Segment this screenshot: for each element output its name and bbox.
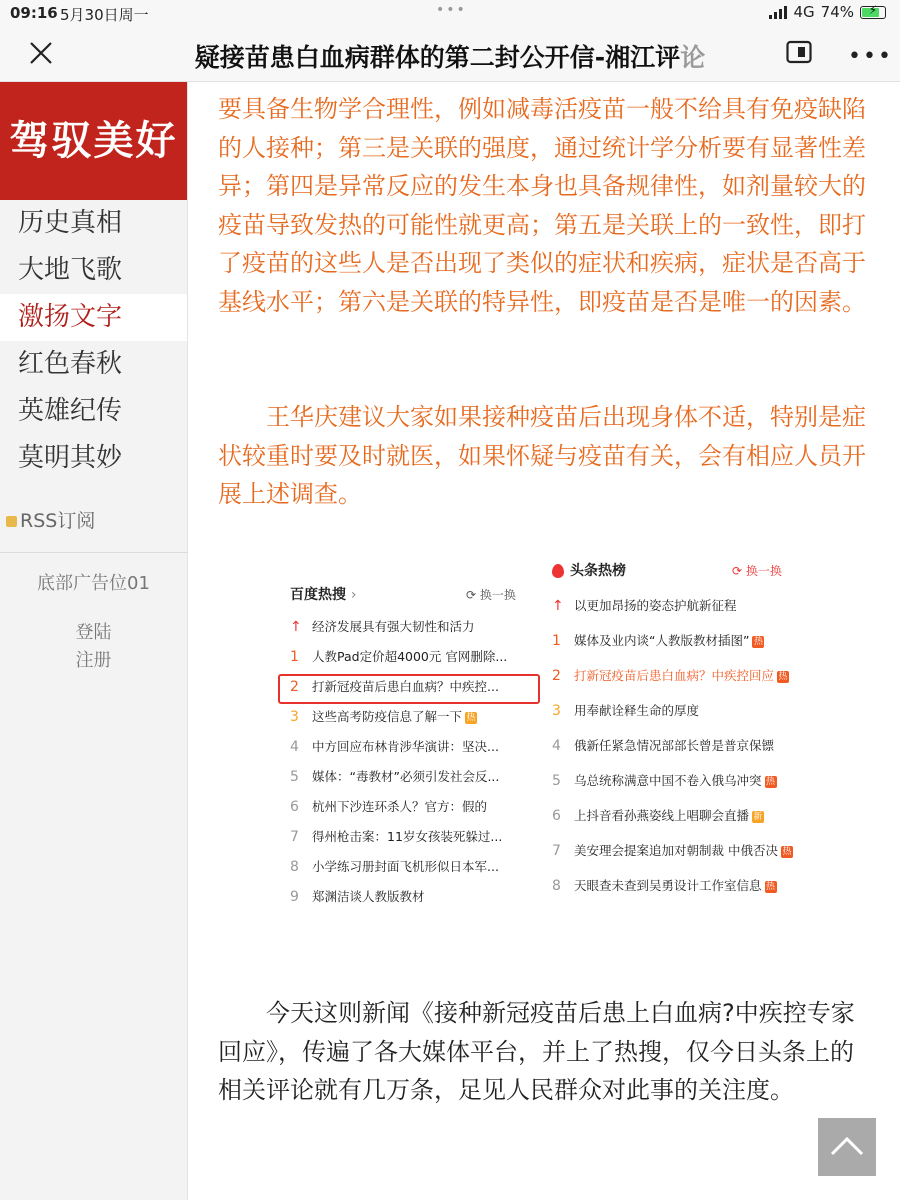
login-link[interactable]: 登陆 — [75, 622, 112, 643]
toutiao-rank: 5 — [552, 773, 561, 789]
baidu-row-text: 人教Pad定价超4000元 官网删除... — [312, 649, 508, 664]
baidu-row[interactable] — [290, 882, 540, 912]
baidu-row[interactable] — [290, 612, 540, 642]
baidu-hot-list — [290, 584, 540, 912]
rss-label: RSS订阅 — [20, 510, 96, 532]
toutiao-row[interactable] — [552, 798, 802, 833]
sidebar-item-red-history[interactable]: 红色春秋 — [18, 349, 123, 379]
toutiao-row[interactable] — [552, 588, 802, 623]
baidu-row-text: 小学练习册封面飞机形似日本军... — [312, 859, 499, 874]
article-paragraph-3: 今天这则新闻《接种新冠疫苗后患上白血病?中疾控专家回应》，传遍了各大媒体平台，并上了热搜，仅今日头条上的相关评论就有几万条，足见人民群众对此事的关注度。 — [218, 999, 855, 1104]
battery-icon: ⚡ — [860, 6, 886, 19]
ad-slot: 底部广告位01 — [37, 573, 150, 594]
toutiao-row[interactable] — [552, 658, 802, 693]
signal-icon — [769, 6, 787, 19]
close-icon[interactable] — [24, 36, 58, 70]
page-title — [150, 38, 750, 74]
baidu-rank: 4 — [290, 739, 299, 755]
multitask-dots-icon[interactable]: ••• — [436, 2, 467, 18]
baidu-row-text: 杭州下沙连环杀人？官方：假的 — [312, 799, 488, 814]
new-tag: 新 — [753, 811, 763, 822]
status-time: 09:16 — [10, 4, 58, 22]
baidu-rank: 3 — [290, 709, 299, 725]
toutiao-hot-header — [552, 560, 802, 588]
rss-icon — [6, 516, 17, 527]
baidu-row-text: 郑渊洁谈人教版教材 — [312, 889, 425, 904]
toutiao-hot-list — [552, 560, 802, 903]
hot-tag: 热 — [753, 636, 763, 647]
baidu-row-text: 这些高考防疫信息了解一下 — [312, 709, 463, 724]
baidu-rank: 6 — [290, 799, 299, 815]
baidu-rank: 8 — [290, 859, 299, 875]
toutiao-row-text: 以更加昂扬的姿态护航新征程 — [574, 598, 737, 613]
hot-search-screenshot — [274, 552, 802, 922]
highlight-box — [278, 674, 540, 704]
baidu-rank: 9 — [290, 889, 299, 905]
toutiao-row-text: 美安理会提案追加对朝制裁 中俄否决 — [574, 843, 778, 858]
baidu-row[interactable] — [290, 702, 540, 732]
baidu-row-text: 经济发展具有强大韧性和活力 — [312, 619, 475, 634]
sidebar — [0, 82, 188, 1200]
baidu-row-text: 中方回应布林肯涉华演讲：坚决... — [312, 739, 499, 754]
hot-tag: 热 — [778, 671, 788, 682]
battery-percent: 74% — [820, 3, 854, 21]
article-paragraph-1: 要具备生物学合理性，例如减毒活疫苗一般不给具有免疫缺陷的人接种；第三是关联的强度，通过统计学分析要有显著性差异；第四是异常反应的发生本身也具备规律性，如剂量较大的疫苗导致发热的可能性就更高；第五是关联上的一致性，即打了疫苗的这些人是否出现了类似的症状和疾病，症状是否高于基线水平；第六是关联的特异性，即疫苗是否是唯一的因素。 — [218, 95, 866, 316]
toutiao-rank: 8 — [552, 878, 561, 894]
baidu-rank: 5 — [290, 769, 299, 785]
baidu-refresh-button[interactable]: ⟳ 换一换 — [466, 588, 516, 602]
toutiao-row[interactable] — [552, 833, 802, 868]
hot-tag: 热 — [466, 712, 476, 723]
hot-tag: 热 — [766, 881, 776, 892]
baidu-rank: 1 — [290, 649, 299, 665]
article-paragraph-2: 王华庆建议大家如果接种疫苗后出现身体不适，特别是症状较重时要及时就医，如果怀疑与疫苗有关，会有相应人员开展上述调查。 — [218, 403, 866, 508]
toutiao-rank: 2 — [552, 668, 561, 684]
baidu-hot-title: 百度热搜 — [290, 587, 346, 603]
toutiao-rank: 1 — [552, 633, 561, 649]
baidu-row[interactable] — [290, 762, 540, 792]
toutiao-row-text: 俄新任紧急情况部部长曾是普京保镖 — [574, 738, 775, 753]
pin-icon: ↑ — [552, 598, 564, 614]
page-title-fade: 论 — [680, 43, 706, 72]
toutiao-refresh-label: 换一换 — [745, 564, 782, 578]
baidu-refresh-label: 换一换 — [479, 588, 516, 602]
more-icon[interactable]: ••• — [848, 44, 893, 69]
baidu-row-text: 打新冠疫苗后患白血病？中疾控... — [312, 679, 499, 694]
baidu-row[interactable] — [290, 822, 540, 852]
hot-tag: 热 — [782, 846, 792, 857]
sidebar-item-heroes[interactable]: 英雄纪传 — [18, 396, 123, 426]
toutiao-row-text: 天眼查未查到吴勇设计工作室信息 — [574, 878, 762, 893]
baidu-row[interactable] — [290, 732, 540, 762]
sidebar-item-writing[interactable]: 激扬文字 — [0, 294, 187, 341]
toutiao-row-text: 上抖音看孙燕姿线上唱聊会直播 — [574, 808, 750, 823]
page-title-text: 疑接苗患白血病群体的第二封公开信-湘江评 — [194, 43, 681, 72]
sidebar-item-misc[interactable]: 莫明其妙 — [18, 443, 123, 473]
baidu-hot-header: 百度热搜 › ⟳ 换一换 — [290, 587, 516, 603]
register-link[interactable]: 注册 — [75, 650, 112, 671]
pin-icon: ↑ — [290, 619, 302, 635]
sidebar-item-history[interactable]: 历史真相 — [18, 208, 123, 238]
toutiao-row[interactable] — [552, 728, 802, 763]
baidu-rank: 7 — [290, 829, 299, 845]
baidu-row[interactable] — [290, 642, 540, 672]
toutiao-row[interactable] — [552, 868, 802, 903]
baidu-rank: 2 — [290, 679, 299, 695]
rss-link[interactable] — [0, 504, 110, 538]
toutiao-rank: 6 — [552, 808, 561, 824]
baidu-row[interactable] — [290, 792, 540, 822]
toutiao-rank: 7 — [552, 843, 561, 859]
hot-tag: 热 — [766, 776, 776, 787]
network-type: 4G — [793, 3, 815, 21]
baidu-row-text: 得州枪击案：11岁女孩装死躲过... — [312, 829, 503, 844]
toutiao-hot-title: 头条热榜 — [570, 563, 626, 579]
toutiao-row-text: 用奉献诠释生命的厚度 — [574, 703, 700, 718]
toutiao-rank: 4 — [552, 738, 561, 754]
sidebar-item-songs[interactable]: 大地飞歌 — [18, 255, 123, 285]
sidebar-divider — [0, 552, 188, 553]
status-date: 5月30日周一 — [60, 6, 149, 24]
site-logo[interactable]: 驾驭美好 — [0, 82, 187, 200]
baidu-row[interactable] — [290, 852, 540, 882]
toutiao-refresh-button[interactable]: ⟳ 换一换 — [732, 564, 782, 578]
flame-icon — [552, 564, 564, 578]
article-content — [188, 82, 900, 1200]
toutiao-row-text: 乌总统称满意中国不卷入俄乌冲突 — [574, 773, 762, 788]
nav-bar — [0, 26, 900, 82]
toutiao-row[interactable] — [552, 763, 802, 798]
toutiao-row[interactable] — [552, 623, 802, 658]
minimize-window-icon[interactable] — [786, 40, 812, 64]
toutiao-row[interactable] — [552, 693, 802, 728]
toutiao-row-text: 媒体及业内谈“人教版教材插图” — [574, 633, 750, 648]
status-right — [769, 3, 886, 21]
auth-links — [0, 619, 187, 675]
status-bar — [0, 0, 900, 26]
toutiao-row-text: 打新冠疫苗后患白血病？中疾控回应 — [574, 668, 775, 683]
back-to-top-icon[interactable] — [818, 1118, 876, 1176]
toutiao-rank: 3 — [552, 703, 561, 719]
baidu-row-text: 媒体：“毒教材”必须引发社会反... — [312, 769, 500, 784]
